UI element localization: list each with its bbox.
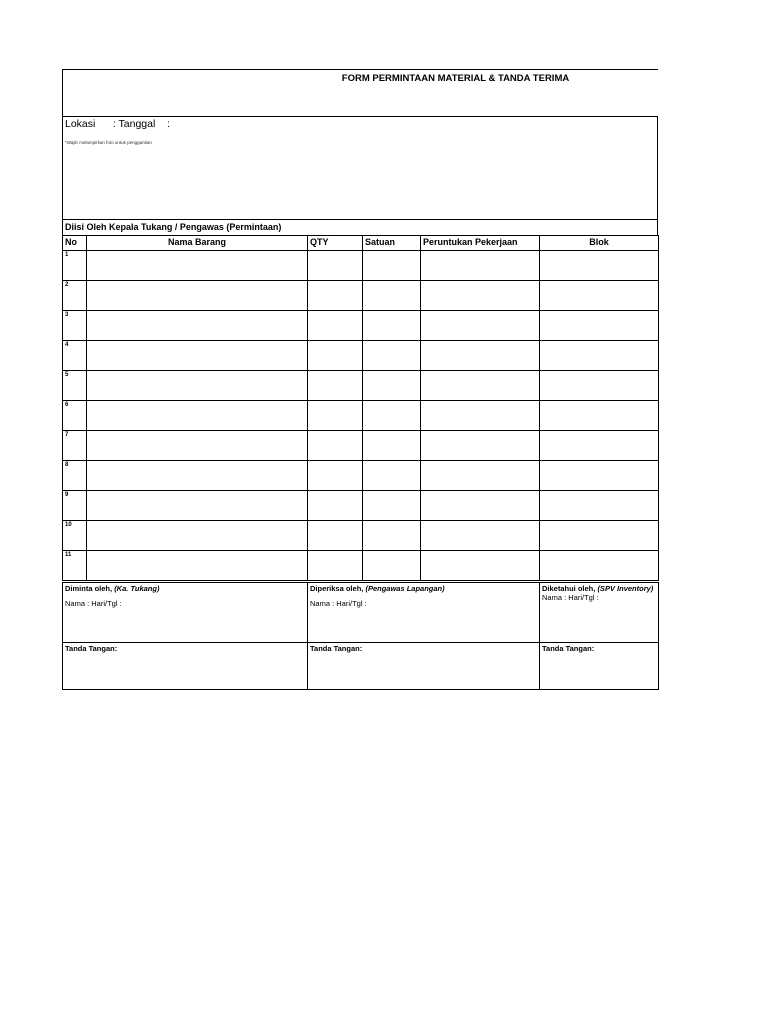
qty-cell[interactable] xyxy=(308,431,363,461)
blok-cell[interactable] xyxy=(540,341,659,371)
diperiksa-cell[interactable] xyxy=(308,583,540,643)
qty-cell[interactable] xyxy=(308,491,363,521)
nama-barang-cell[interactable] xyxy=(87,251,308,281)
satuan-cell[interactable] xyxy=(363,341,421,371)
tanda-tangan-label: Tanda Tangan: xyxy=(310,644,363,653)
blok-cell[interactable] xyxy=(540,431,659,461)
blok-cell[interactable] xyxy=(540,401,659,431)
diminta-prefix: Diminta oleh, xyxy=(65,584,113,593)
peruntukan-cell[interactable] xyxy=(421,281,540,311)
row-number: 10 xyxy=(63,521,87,551)
table-header-row xyxy=(63,236,659,251)
table-row xyxy=(63,431,659,461)
col-qty-header: QTY xyxy=(308,236,363,251)
peruntukan-cell[interactable] xyxy=(421,491,540,521)
peruntukan-cell[interactable] xyxy=(421,371,540,401)
row-number: 8 xyxy=(63,461,87,491)
blok-cell[interactable] xyxy=(540,461,659,491)
blok-cell[interactable] xyxy=(540,311,659,341)
form-title: FORM PERMINTAAN MATERIAL & TANDA TERIMA xyxy=(341,73,570,84)
col-blok-header: Blok xyxy=(540,236,659,251)
qty-cell[interactable] xyxy=(308,311,363,341)
nama-barang-cell[interactable] xyxy=(87,311,308,341)
col-no-header: No xyxy=(63,236,87,251)
satuan-cell[interactable] xyxy=(363,491,421,521)
table-row xyxy=(63,311,659,341)
blok-cell[interactable] xyxy=(540,281,659,311)
peruntukan-cell[interactable] xyxy=(421,341,540,371)
col-peruntukan-header: Peruntukan Pekerjaan xyxy=(421,236,540,251)
row-number: 2 xyxy=(63,281,87,311)
table-row xyxy=(63,371,659,401)
satuan-cell[interactable] xyxy=(363,551,421,581)
blok-cell[interactable] xyxy=(540,371,659,401)
tanggal-colon: : xyxy=(166,118,170,130)
tanda-tangan-label: Tanda Tangan: xyxy=(542,644,595,653)
qty-cell[interactable] xyxy=(308,461,363,491)
satuan-cell[interactable] xyxy=(363,371,421,401)
row-number: 1 xyxy=(63,251,87,281)
nama-barang-cell[interactable] xyxy=(87,281,308,311)
diperiksa-role: (Pengawas Lapangan) xyxy=(365,584,445,593)
row-number: 9 xyxy=(63,491,87,521)
qty-cell[interactable] xyxy=(308,551,363,581)
lokasi-label: Lokasi xyxy=(65,118,96,130)
peruntukan-cell[interactable] xyxy=(421,401,540,431)
diminta-role: (Ka. Tukang) xyxy=(114,584,160,593)
diminta-cell[interactable] xyxy=(63,583,308,643)
table-row xyxy=(63,551,659,581)
location-date-line xyxy=(65,118,170,130)
satuan-cell[interactable] xyxy=(363,311,421,341)
peruntukan-cell[interactable] xyxy=(421,521,540,551)
row-number: 4 xyxy=(63,341,87,371)
qty-cell[interactable] xyxy=(308,341,363,371)
diketahui-prefix: Diketahui oleh, xyxy=(542,584,596,593)
nama-barang-cell[interactable] xyxy=(87,401,308,431)
diminta-nama-label: Nama : Hari/Tgl : xyxy=(65,599,122,608)
nama-barang-cell[interactable] xyxy=(87,521,308,551)
approval-row xyxy=(63,583,659,643)
signature-row xyxy=(63,643,659,690)
blok-cell[interactable] xyxy=(540,251,659,281)
tanda-tangan-label: Tanda Tangan: xyxy=(65,644,118,653)
table-row xyxy=(63,341,659,371)
peruntukan-cell[interactable] xyxy=(421,251,540,281)
tanda-tangan-diminta[interactable] xyxy=(63,643,308,690)
table-row xyxy=(63,251,659,281)
row-number: 7 xyxy=(63,431,87,461)
title-row xyxy=(62,69,658,117)
peruntukan-cell[interactable] xyxy=(421,551,540,581)
blok-cell[interactable] xyxy=(540,551,659,581)
blok-cell[interactable] xyxy=(540,491,659,521)
satuan-cell[interactable] xyxy=(363,521,421,551)
qty-cell[interactable] xyxy=(308,401,363,431)
satuan-cell[interactable] xyxy=(363,431,421,461)
diketahui-role: (SPV Inventory) xyxy=(597,584,654,593)
peruntukan-cell[interactable] xyxy=(421,461,540,491)
satuan-cell[interactable] xyxy=(363,401,421,431)
nama-barang-cell[interactable] xyxy=(87,551,308,581)
peruntukan-cell[interactable] xyxy=(421,311,540,341)
table-row xyxy=(63,401,659,431)
signature-table xyxy=(62,582,659,690)
blok-cell[interactable] xyxy=(540,521,659,551)
row-number: 6 xyxy=(63,401,87,431)
satuan-cell[interactable] xyxy=(363,281,421,311)
info-box xyxy=(62,116,658,220)
qty-cell[interactable] xyxy=(308,251,363,281)
nama-barang-cell[interactable] xyxy=(87,371,308,401)
tanggal-label: : Tanggal xyxy=(112,118,156,130)
qty-cell[interactable] xyxy=(308,371,363,401)
satuan-cell[interactable] xyxy=(363,251,421,281)
tanda-tangan-diketahui[interactable] xyxy=(540,643,659,690)
diperiksa-prefix: Diperiksa oleh, xyxy=(310,584,364,593)
row-number: 11 xyxy=(63,551,87,581)
table-row xyxy=(63,281,659,311)
material-table xyxy=(62,235,659,581)
section-title: Diisi Oleh Kepala Tukang / Pengawas (Permintaan) xyxy=(62,220,658,236)
col-satuan-header: Satuan xyxy=(363,236,421,251)
table-row xyxy=(63,521,659,551)
nama-barang-cell[interactable] xyxy=(87,491,308,521)
nama-barang-cell[interactable] xyxy=(87,431,308,461)
diketahui-cell[interactable] xyxy=(540,583,659,643)
table-row xyxy=(63,491,659,521)
nama-barang-cell[interactable] xyxy=(87,341,308,371)
table-row xyxy=(63,461,659,491)
peruntukan-cell[interactable] xyxy=(421,431,540,461)
col-nama-barang-header: Nama Barang xyxy=(87,236,308,251)
diketahui-nama-label: Nama : Hari/Tgl : xyxy=(542,593,599,602)
tanda-tangan-diperiksa[interactable] xyxy=(308,643,540,690)
nama-barang-cell[interactable] xyxy=(87,461,308,491)
row-number: 5 xyxy=(63,371,87,401)
satuan-cell[interactable] xyxy=(363,461,421,491)
row-number: 3 xyxy=(63,311,87,341)
diperiksa-nama-label: Nama : Hari/Tgl : xyxy=(310,599,367,608)
qty-cell[interactable] xyxy=(308,521,363,551)
photo-note: *Wajib melampirkan foto untuk penggantian xyxy=(65,140,152,145)
form-sheet xyxy=(62,69,658,689)
qty-cell[interactable] xyxy=(308,281,363,311)
